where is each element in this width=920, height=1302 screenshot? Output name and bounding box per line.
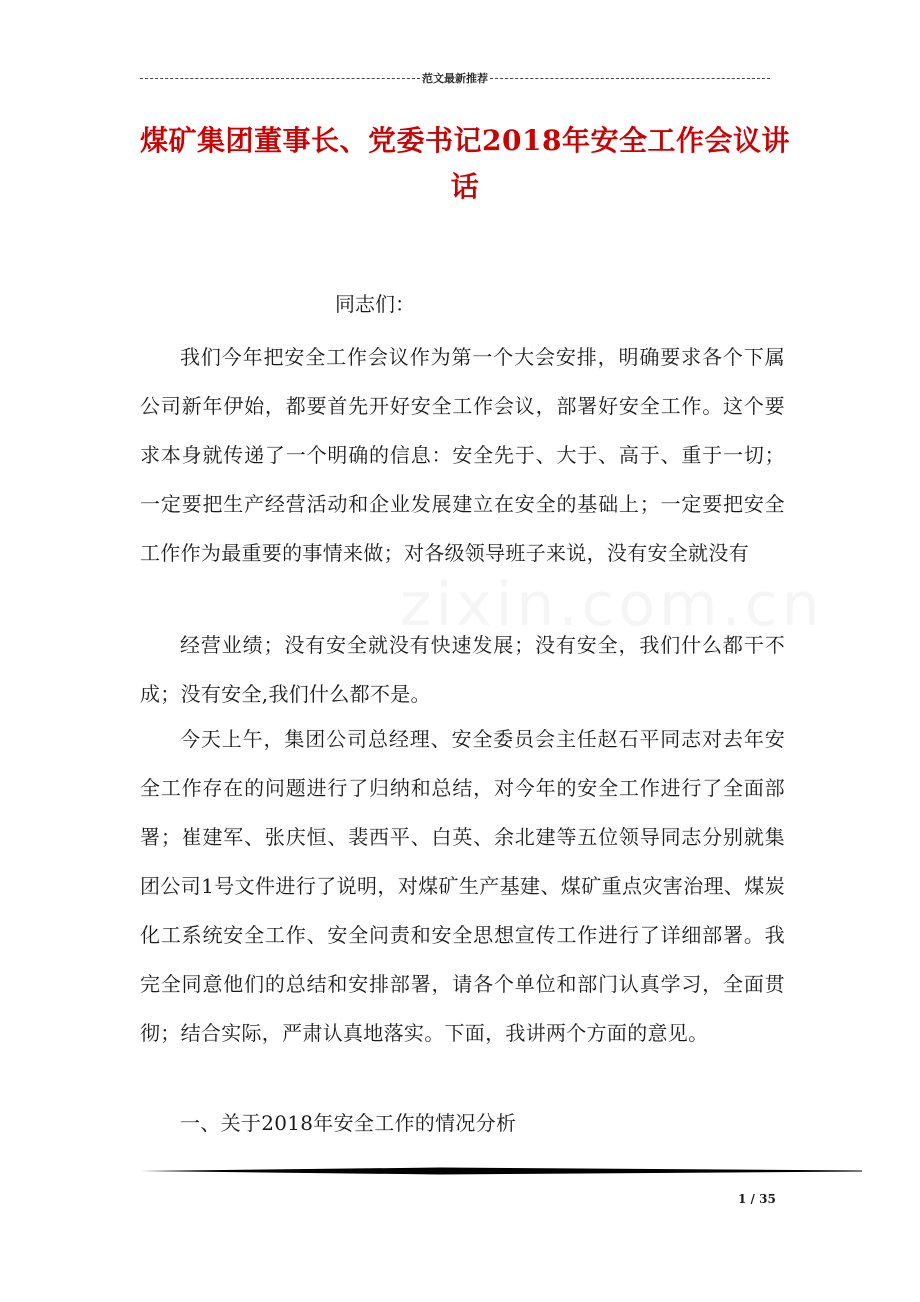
section-heading-block (140, 1099, 785, 1148)
paragraph-3-block (140, 715, 785, 1058)
section-heading: 一、关于2018年安全工作的情况分析 (180, 1111, 517, 1135)
salutation: 同志们： (335, 292, 415, 316)
header-label: 范文最新推荐 (422, 72, 488, 85)
paragraph: 经营业绩；没有安全就没有快速发展；没有安全，我们什么都干不成；没有安全,我们什么都不是。 (140, 633, 785, 706)
paragraph: 我们今年把安全工作会议作为第一个大会安排，明确要求各个下属公司新年伊始，都要首先开好安全工作会议，部署好安全工作。这个要求本身就传递了一个明确的信息：安全先于、大于、高于、重于一切；一定要把生产经营活动和企业发展建立在安全的基础上；一定要把安全工作作为最重要的事情来做；对各级领导班子来说，没有安全就没有 (140, 345, 785, 565)
footer-rule (140, 1166, 862, 1176)
page-header (140, 68, 770, 88)
paragraph-1-block (140, 333, 785, 578)
paragraph: 今天上午，集团公司总经理、安全委员会主任赵石平同志对去年安全工作存在的问题进行了归纳和总结，对今年的安全工作进行了全面部署；崔建军、张庆恒、裴西平、白英、余北建等五位领导同志分别就集团公司1号文件进行了说明，对煤矿生产基建、煤矿重点灾害治理、煤炭化工系统安全工作、安全问责和安全思想宣传工作进行了详细部署。我完全同意他们的总结和安排部署，请各个单位和部门认真学习，全面贯彻；结合实际，严肃认真地落实。下面，我讲两个方面的意见。 (140, 727, 785, 1045)
paragraph-2-block (140, 621, 785, 719)
header-dash-right (490, 78, 770, 79)
document-title: 煤矿集团董事长、党委书记2018年安全工作会议讲话 (140, 124, 790, 203)
header-dash-left (140, 78, 420, 79)
page-number: 1 / 35 (738, 1192, 776, 1206)
watermark: zixin.com.cn (400, 570, 824, 640)
